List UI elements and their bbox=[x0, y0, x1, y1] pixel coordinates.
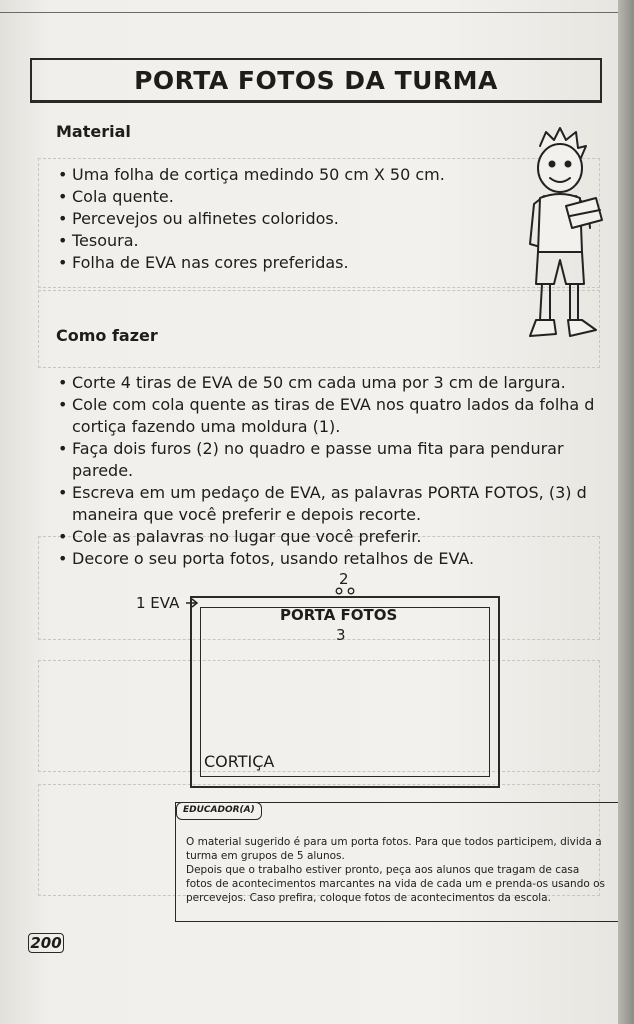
educator-line: O material sugerido é para um porta fotos. Para que todos participem, divida a bbox=[186, 836, 602, 848]
material-list bbox=[56, 164, 445, 274]
educator-line: percevejos. Caso prefira, coloque fotos de acontecimentos da escola. bbox=[186, 892, 551, 904]
title-underline bbox=[30, 101, 602, 103]
title-box bbox=[30, 58, 602, 102]
boy-illustration bbox=[510, 124, 610, 354]
page-number: 200 bbox=[28, 933, 64, 953]
list-item: • Percevejos ou alfinetes coloridos. bbox=[56, 208, 445, 230]
educator-line: Depois que o trabalho estiver pronto, peça aos alunos que tragam de casa bbox=[186, 864, 580, 876]
educator-line: turma em grupos de 5 alunos. bbox=[186, 850, 345, 862]
label-eva: 1 EVA bbox=[136, 594, 180, 612]
top-rule bbox=[0, 12, 618, 13]
instructions-list bbox=[56, 372, 594, 570]
list-item: • Corte 4 tiras de EVA de 50 cm cada uma por 3 cm de largura. bbox=[56, 372, 594, 394]
list-item: • Uma folha de cortiça medindo 50 cm X 50 cm. bbox=[56, 164, 445, 186]
educator-line: fotos de acontecimentos marcantes na vida de cada um e prenda-os usando os bbox=[186, 878, 606, 890]
cortica-label: CORTIÇA bbox=[204, 752, 275, 771]
holes-icon bbox=[334, 586, 356, 596]
label-words: 3 bbox=[336, 626, 346, 644]
arrow-icon bbox=[186, 598, 200, 608]
label-holes: 2 bbox=[339, 570, 349, 588]
list-item: • Tesoura. bbox=[56, 230, 445, 252]
educator-tag: EDUCADOR(A) bbox=[176, 802, 262, 820]
como-fazer-heading: Como fazer bbox=[56, 326, 158, 345]
list-item: • Faça dois furos (2) no quadro e passe uma fita para pendurar parede. bbox=[56, 438, 594, 482]
page-title: PORTA FOTOS DA TURMA bbox=[134, 66, 498, 95]
material-heading: Material bbox=[56, 122, 131, 141]
book-gutter bbox=[618, 0, 634, 1024]
porta-fotos-label: PORTA FOTOS bbox=[280, 606, 398, 624]
list-item: • Escreva em um pedaço de EVA, as palavras PORTA FOTOS, (3) d maneira que você preferir e depois recorte. bbox=[56, 482, 594, 526]
list-item: • Cole as palavras no lugar que você preferir. bbox=[56, 526, 594, 548]
list-item: • Folha de EVA nas cores preferidas. bbox=[56, 252, 445, 274]
list-item: • Decore o seu porta fotos, usando retalhos de EVA. bbox=[56, 548, 594, 570]
list-item: • Cole com cola quente as tiras de EVA nos quatro lados da folha d cortiça fazendo uma moldura (1). bbox=[56, 394, 594, 438]
list-item: • Cola quente. bbox=[56, 186, 445, 208]
